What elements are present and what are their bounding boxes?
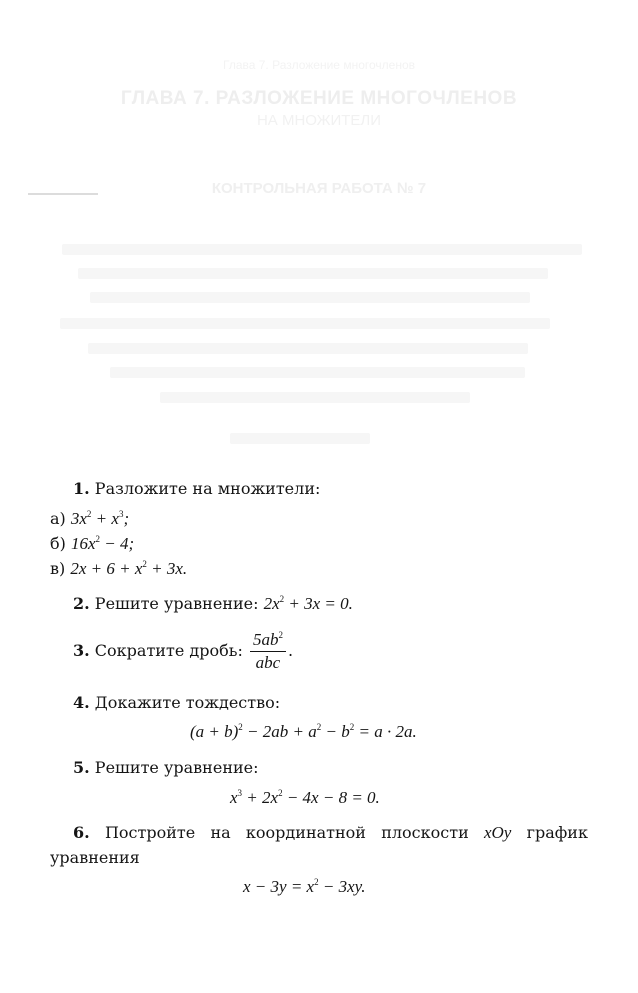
problem-4 [73,693,280,712]
faded-chapter-title: ГЛАВА 7. РАЗЛОЖЕНИЕ МНОГОЧЛЕНОВ [120,88,518,109]
faded-chapter-subtitle: НА МНОЖИТЕЛИ [256,112,382,129]
problem-text: Решите уравнение: [94,594,259,613]
math-expression: $2x + 6 + x^2 + 3x$. [70,559,188,578]
problem-1-item-c [50,559,187,579]
problem-number: 6. [73,823,90,842]
problem-text: Докажите тождество: [94,693,281,712]
item-label: в) [50,559,66,578]
math-expression: $2x^2 + 3x = 0$. [263,594,353,613]
math-expression: $16x^2 - 4$; [70,534,135,553]
item-label: а) [50,509,66,528]
math-expression: $x^3 + 2x^2 - 4x - 8 = 0$. [230,788,380,807]
problem-5-equation [230,788,380,808]
problem-6-equation [243,877,365,897]
math-expression: $x - 3y = x^2 - 3xy$. [243,877,366,896]
problem-text: Сократите дробь: [94,641,243,660]
problem-3: 3. Сократите дробь: $\frac{5ab^2}{\text{abc}}$ . [73,630,294,672]
problem-5 [73,758,259,777]
math-expression: $(a + b)^2 - 2ab + a^2 - b^2 = a \cdot 2a$. [190,722,417,741]
problem-1 [73,479,320,498]
problem-4-identity [190,722,417,742]
problem-number: 4. [73,693,90,712]
fraction-denominator: abc [255,653,281,672]
problem-text: Постройте на координатной плоскости [104,823,469,842]
problem-1-item-b [50,534,134,554]
problem-1-item-a [50,509,129,529]
faded-running-title: Глава 7. Разложение многочленов [223,58,415,72]
problem-number: 5. [73,758,90,777]
problem-text-cont: график [526,823,588,842]
item-label: б) [50,534,66,553]
problem-text: Разложите на множители: [94,479,321,498]
problem-number: 2. [73,594,90,613]
fraction-numerator: $5ab^2$ [250,630,286,652]
math-expression: $3x^2 + x^3$; [70,509,130,528]
problem-text: Решите уравнение: [94,758,259,777]
problem-number: 3. [73,641,90,660]
problem-6 [73,823,588,843]
problem-number: 1. [73,479,90,498]
problem-6-line2: уравнения [50,848,140,867]
problem-2 [73,594,353,614]
coordinate-plane-label: xOy [483,823,512,842]
fraction [250,630,286,673]
faded-section-title: КОНТРОЛЬНАЯ РАБОТА № 7 [211,180,427,197]
